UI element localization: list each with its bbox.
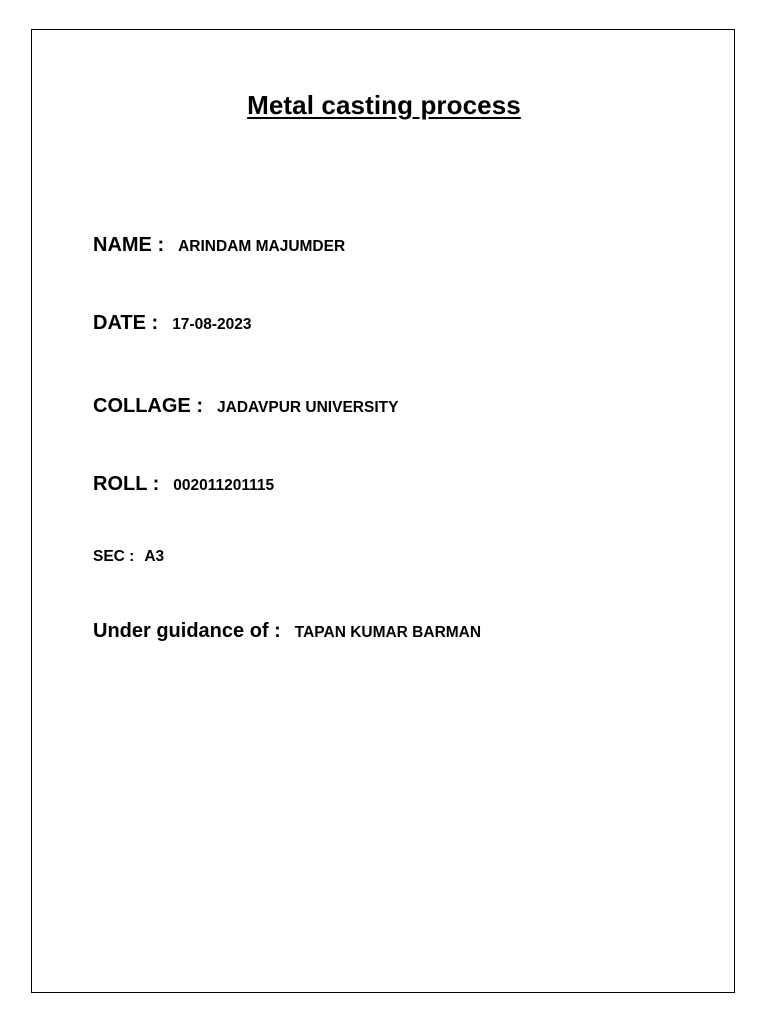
college-field [93, 395, 398, 418]
college-label: COLLAGE : [93, 395, 203, 417]
roll-label: ROLL : [93, 473, 160, 495]
college-value: JADAVPUR UNIVERSITY [217, 399, 399, 416]
guidance-value: TAPAN KUMAR BARMAN [294, 624, 482, 641]
date-value: 17-08-2023 [172, 316, 252, 333]
guidance-field [93, 620, 481, 643]
name-label: NAME : [93, 234, 165, 256]
name-value: ARINDAM MAJUMDER [178, 238, 346, 255]
page-border [31, 29, 735, 993]
section-label: SEC : [93, 548, 135, 565]
name-field [93, 234, 345, 257]
document-title: Metal casting process [247, 90, 521, 120]
date-field [93, 312, 251, 335]
roll-field [93, 473, 274, 496]
guidance-label: Under guidance of : [93, 620, 281, 642]
date-label: DATE : [93, 312, 159, 334]
section-value: A3 [144, 548, 165, 565]
section-field [93, 548, 164, 566]
roll-value: 002011201115 [173, 477, 275, 494]
